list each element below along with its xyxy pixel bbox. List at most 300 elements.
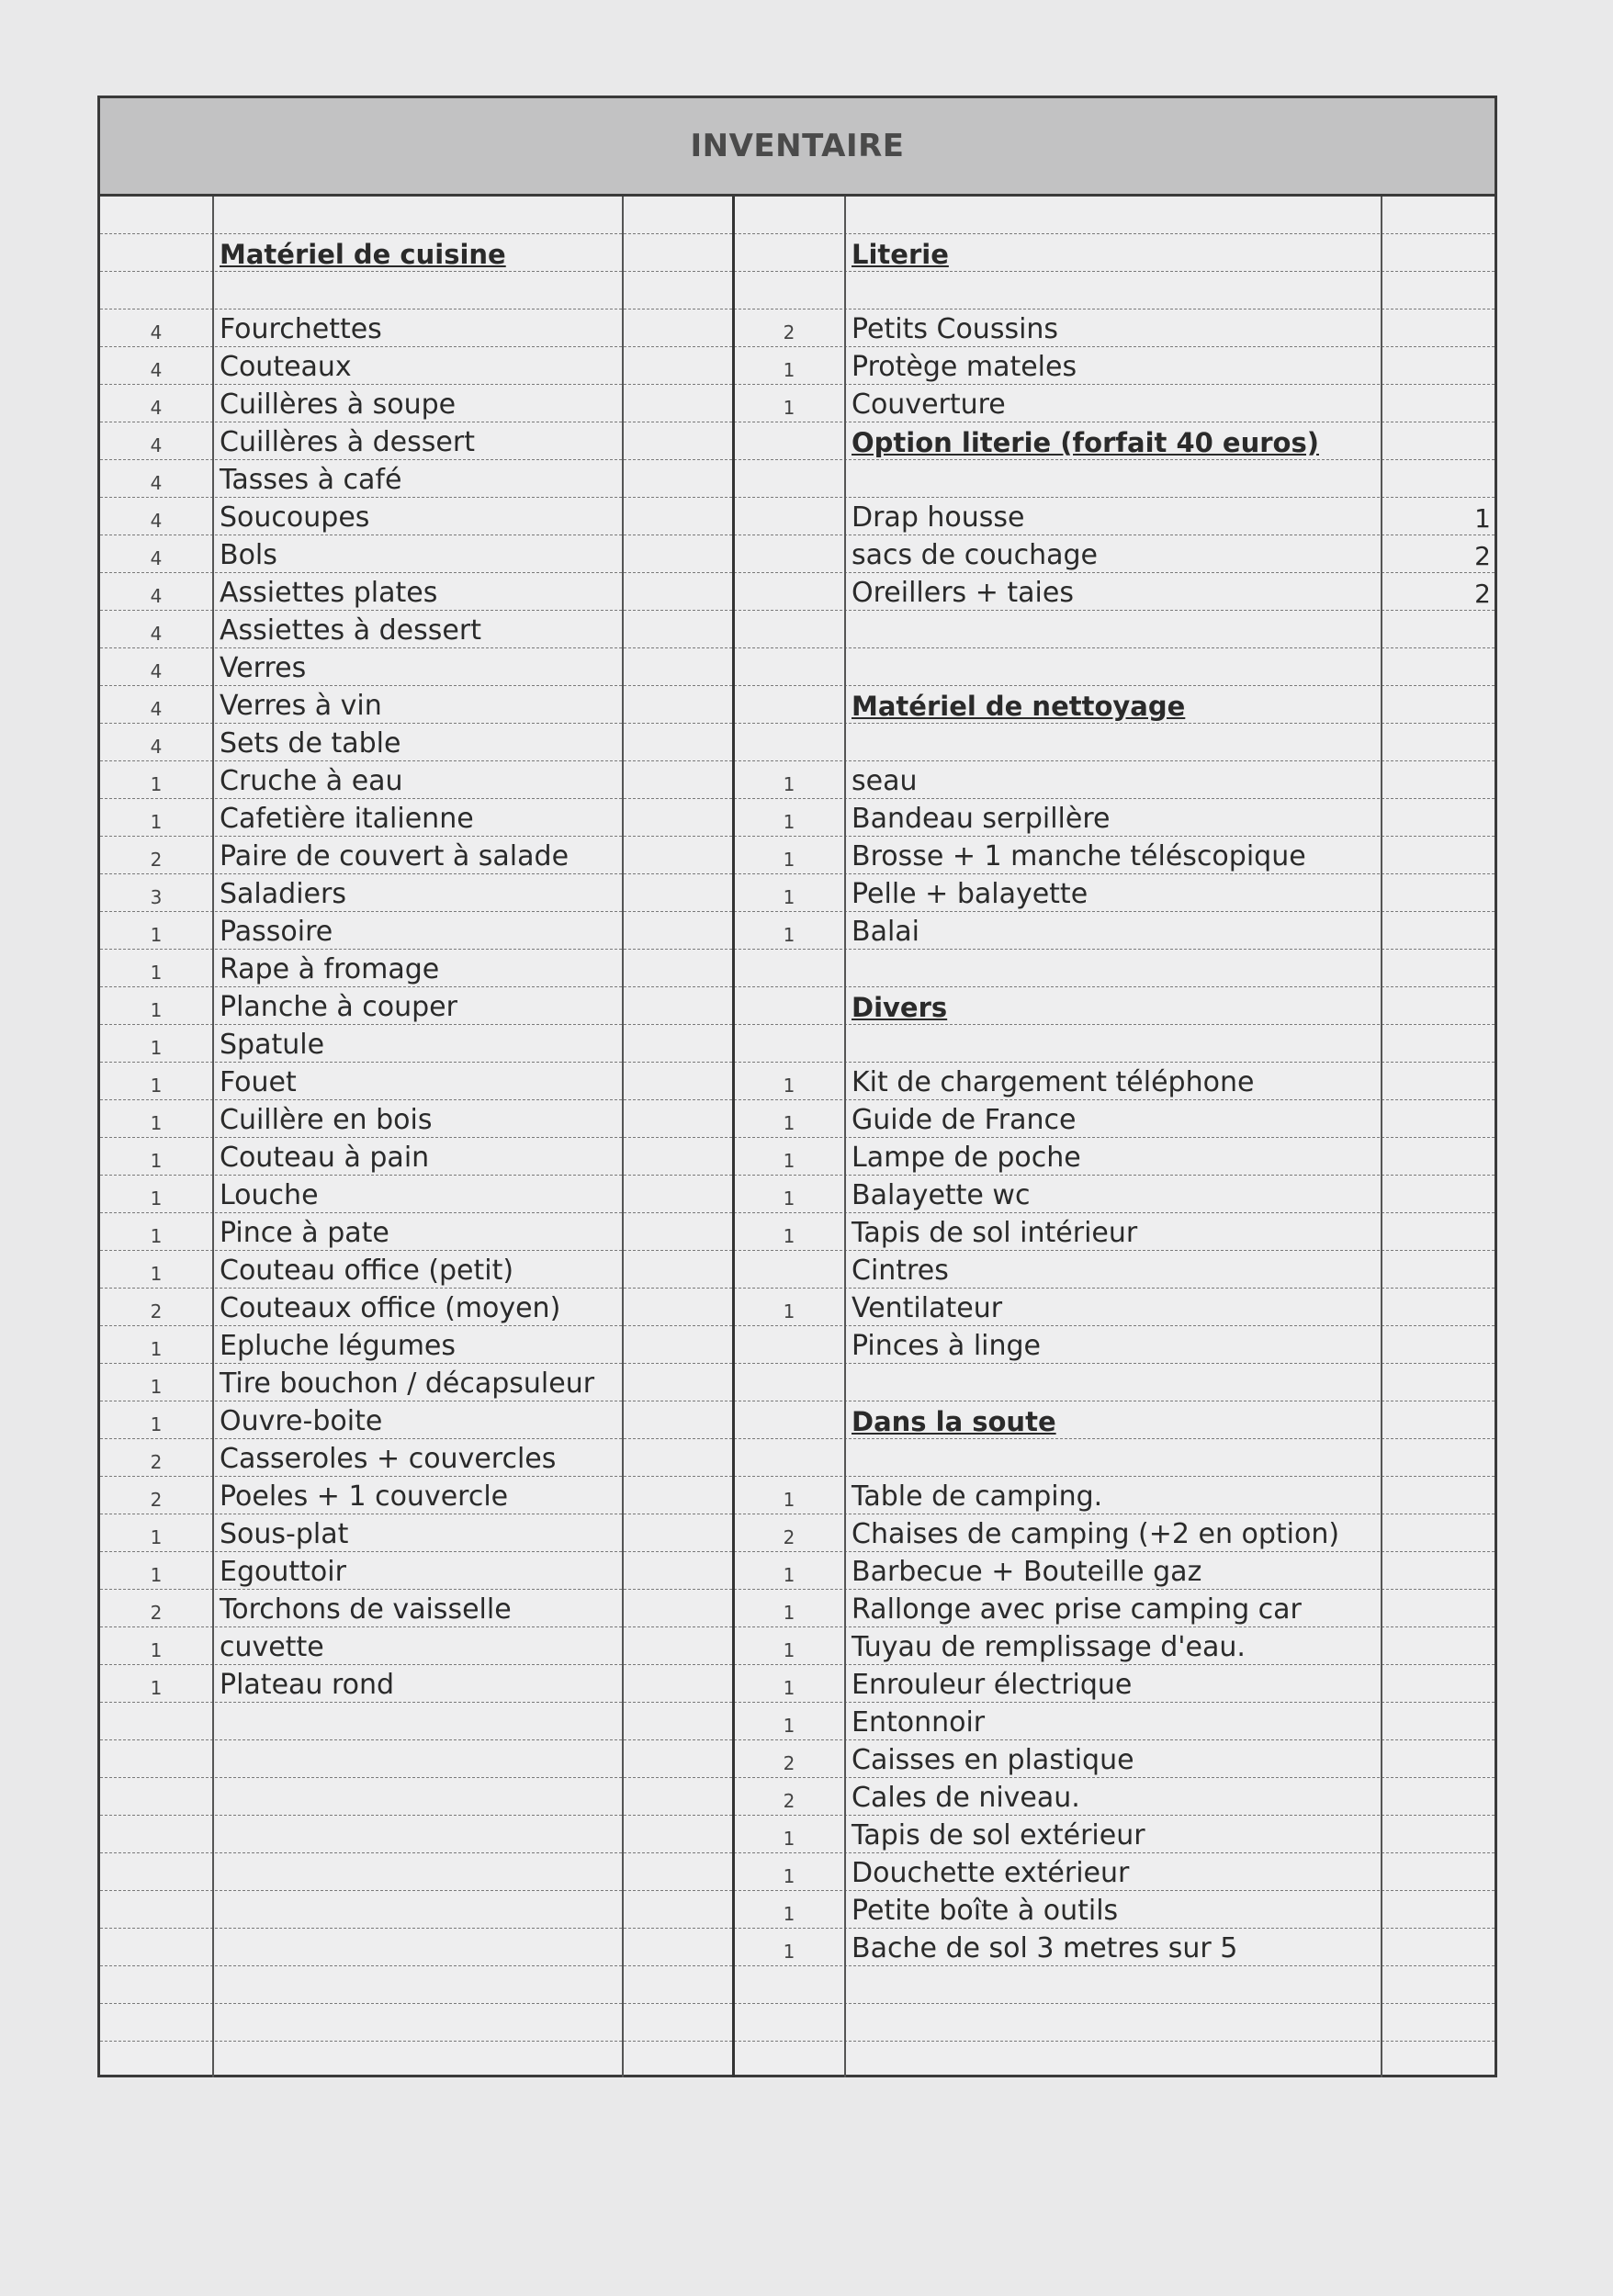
left-quantity: 4 [150, 736, 163, 758]
left-quantity: 1 [150, 1639, 163, 1661]
left-quantity: 4 [150, 623, 163, 645]
right-item-name: Drap housse [852, 501, 1025, 534]
right-section-heading: Literie [852, 239, 949, 270]
right-quantity [734, 460, 844, 498]
table-row [100, 272, 1495, 310]
left-item-name: cuvette [220, 1631, 324, 1663]
right-item-name [844, 611, 1381, 648]
right-quantity: 1 [783, 1715, 795, 1737]
right-quantity: 2 [783, 1526, 795, 1548]
left-quantity [100, 1929, 212, 1966]
option-quantity [1382, 686, 1495, 724]
option-quantity [1382, 1401, 1495, 1439]
left-quantity: 2 [150, 1300, 163, 1322]
right-quantity: 2 [783, 1790, 795, 1812]
table-row [100, 1364, 1495, 1401]
left-item-name: Assiettes à dessert [220, 614, 481, 647]
table-row [100, 874, 1495, 912]
option-quantity [1382, 310, 1495, 347]
right-item-name: Table de camping. [852, 1480, 1103, 1513]
table-row [100, 1439, 1495, 1477]
option-quantity [1382, 2004, 1495, 2042]
right-quantity: 1 [783, 1187, 795, 1210]
table-row [100, 1326, 1495, 1364]
table-row [100, 2004, 1495, 2042]
left-item-name: Tasses à café [220, 464, 402, 496]
left-quantity [100, 272, 212, 310]
right-quantity [734, 272, 844, 310]
option-quantity [1382, 272, 1495, 310]
left-quantity: 1 [150, 811, 163, 833]
right-quantity: 1 [783, 1300, 795, 1322]
right-item-name [844, 1364, 1381, 1401]
left-quantity: 4 [150, 397, 163, 419]
center-divider [732, 197, 735, 2077]
left-quantity: 1 [150, 1037, 163, 1059]
table-row [100, 1477, 1495, 1514]
left-quantity: 2 [150, 849, 163, 871]
option-quantity [1382, 724, 1495, 761]
option-quantity [1382, 460, 1495, 498]
right-quantity: 2 [783, 321, 795, 343]
right-quantity: 1 [783, 773, 795, 795]
left-item-name [212, 1853, 622, 1891]
table-row [100, 950, 1495, 987]
left-quantity: 1 [150, 1413, 163, 1435]
option-quantity [1382, 611, 1495, 648]
left-item-name: Poeles + 1 couvercle [220, 1480, 509, 1513]
table-row [100, 385, 1495, 422]
table-row [100, 1176, 1495, 1213]
left-quantity: 1 [150, 1677, 163, 1699]
option-quantity [1382, 1891, 1495, 1929]
left-item-name: Couteaux [220, 351, 352, 383]
right-item-name: Chaises de camping (+2 en option) [852, 1518, 1340, 1550]
right-item-name: Entonnoir [852, 1706, 986, 1739]
table-row [100, 837, 1495, 874]
option-quantity [1382, 234, 1495, 272]
left-quantity: 1 [150, 1112, 163, 1134]
right-item-name: Oreillers + taies [852, 577, 1074, 609]
left-item-name: Louche [220, 1179, 319, 1211]
page-title: INVENTAIRE [100, 98, 1495, 197]
left-quantity: 1 [150, 1150, 163, 1172]
option-quantity [1382, 1590, 1495, 1627]
left-item-name [212, 197, 622, 234]
option-quantity: 2 [1474, 541, 1491, 571]
table-row [100, 1025, 1495, 1063]
left-item-name: Spatule [220, 1029, 325, 1061]
right-quantity: 1 [783, 1941, 795, 1963]
option-quantity [1382, 1740, 1495, 1778]
left-item-name: Couteau office (petit) [220, 1255, 514, 1287]
right-quantity: 1 [783, 1828, 795, 1850]
right-item-name: Tapis de sol intérieur [852, 1217, 1138, 1249]
column-divider [844, 197, 846, 2077]
table-row [100, 1703, 1495, 1740]
table-row [100, 1514, 1495, 1552]
right-item-name [844, 1439, 1381, 1477]
left-quantity: 4 [150, 321, 163, 343]
right-item-name: Ventilateur [852, 1292, 1003, 1324]
left-item-name: Cuillère en bois [220, 1104, 433, 1136]
left-item-name [212, 1816, 622, 1853]
left-item-name: Saladiers [220, 878, 346, 910]
right-item-name: Barbecue + Bouteille gaz [852, 1556, 1202, 1588]
option-quantity [1382, 1853, 1495, 1891]
option-quantity [1382, 1816, 1495, 1853]
option-quantity [1382, 648, 1495, 686]
option-quantity [1382, 1929, 1495, 1966]
option-quantity [1382, 912, 1495, 950]
right-quantity: 1 [783, 397, 795, 419]
table-row [100, 1853, 1495, 1891]
right-quantity [734, 573, 844, 611]
table-row [100, 1138, 1495, 1176]
table-row [100, 1740, 1495, 1778]
left-quantity: 4 [150, 510, 163, 532]
right-quantity [734, 535, 844, 573]
right-item-name: Caisses en plastique [852, 1744, 1134, 1776]
left-item-name: Planche à couper [220, 991, 457, 1023]
option-quantity [1382, 837, 1495, 874]
right-item-name: sacs de couchage [852, 539, 1098, 571]
left-quantity: 1 [150, 1376, 163, 1398]
left-item-name [212, 1929, 622, 1966]
left-quantity: 1 [150, 999, 163, 1021]
right-quantity: 1 [783, 1865, 795, 1887]
option-quantity [1382, 761, 1495, 799]
option-quantity [1382, 1778, 1495, 1816]
right-quantity: 1 [783, 811, 795, 833]
left-item-name: Pince à pate [220, 1217, 389, 1249]
left-quantity: 4 [150, 547, 163, 569]
option-quantity [1382, 1364, 1495, 1401]
left-item-name: Soucoupes [220, 501, 370, 534]
table-row [100, 648, 1495, 686]
right-quantity: 1 [783, 1602, 795, 1624]
right-item-name: Cintres [852, 1255, 949, 1287]
option-quantity [1382, 1514, 1495, 1552]
left-item-name [212, 1703, 622, 1740]
option-quantity [1382, 197, 1495, 234]
left-quantity [100, 234, 212, 272]
option-quantity: 2 [1474, 579, 1491, 609]
right-item-name [844, 2004, 1381, 2042]
right-item-name: Balai [852, 916, 920, 948]
table-row [100, 1289, 1495, 1326]
left-item-name: Bols [220, 539, 277, 571]
right-section-heading: Matériel de nettoyage [852, 691, 1186, 722]
left-quantity: 2 [150, 1602, 163, 1624]
right-item-name: Douchette extérieur [852, 1857, 1130, 1889]
option-quantity [1382, 799, 1495, 837]
right-item-name: Cales de niveau. [852, 1782, 1080, 1814]
table-row [100, 234, 1495, 272]
table-row [100, 761, 1495, 799]
inventory-table [100, 197, 1495, 2077]
table-row [100, 1063, 1495, 1100]
right-item-name: Bandeau serpillère [852, 803, 1111, 835]
right-item-name [844, 197, 1381, 234]
right-item-name: Bache de sol 3 metres sur 5 [852, 1932, 1238, 1964]
left-item-name: Ouvre-boite [220, 1405, 383, 1437]
right-item-name: Guide de France [852, 1104, 1077, 1136]
table-row [100, 310, 1495, 347]
right-quantity [734, 950, 844, 987]
right-quantity [734, 987, 844, 1025]
left-quantity: 4 [150, 698, 163, 720]
right-item-name: Kit de chargement téléphone [852, 1066, 1255, 1098]
option-quantity [1382, 1966, 1495, 2004]
left-item-name: Sous-plat [220, 1518, 349, 1550]
option-quantity [1382, 1025, 1495, 1063]
left-quantity: 1 [150, 773, 163, 795]
table-row [100, 347, 1495, 385]
right-quantity: 1 [783, 1564, 795, 1586]
table-row [100, 1251, 1495, 1289]
option-quantity [1382, 1703, 1495, 1740]
table-row [100, 912, 1495, 950]
table-row [100, 1929, 1495, 1966]
right-quantity: 1 [783, 1903, 795, 1925]
right-quantity: 1 [783, 1639, 795, 1661]
table-row [100, 686, 1495, 724]
right-quantity: 1 [783, 359, 795, 381]
table-row [100, 1213, 1495, 1251]
right-quantity [734, 422, 844, 460]
option-quantity [1382, 1213, 1495, 1251]
right-item-name: Rallonge avec prise camping car [852, 1593, 1302, 1626]
option-quantity [1382, 1627, 1495, 1665]
right-quantity [734, 498, 844, 535]
right-item-name [844, 950, 1381, 987]
left-item-name [212, 1740, 622, 1778]
table-row [100, 573, 1495, 611]
left-item-name: Egouttoir [220, 1556, 346, 1588]
left-quantity [100, 1703, 212, 1740]
left-quantity [100, 2004, 212, 2042]
right-quantity [734, 1326, 844, 1364]
right-quantity [734, 1439, 844, 1477]
table-row [100, 197, 1495, 234]
right-section-heading: Option literie (forfait 40 euros) [852, 427, 1319, 458]
right-item-name: Lampe de poche [852, 1142, 1081, 1174]
left-section-heading: Matériel de cuisine [220, 239, 506, 270]
table-row [100, 460, 1495, 498]
left-quantity: 1 [150, 1075, 163, 1097]
right-quantity: 1 [783, 1225, 795, 1247]
table-row [100, 611, 1495, 648]
left-quantity: 1 [150, 924, 163, 946]
right-item-name: Pelle + balayette [852, 878, 1088, 910]
option-quantity [1382, 1552, 1495, 1590]
option-quantity [1382, 347, 1495, 385]
left-quantity: 3 [150, 886, 163, 908]
option-quantity [1382, 950, 1495, 987]
right-quantity: 1 [783, 1075, 795, 1097]
left-item-name: Verres [220, 652, 307, 684]
right-section-heading: Divers [852, 992, 948, 1023]
right-item-name: seau [852, 765, 918, 797]
option-quantity [1382, 1289, 1495, 1326]
left-item-name: Verres à vin [220, 690, 382, 722]
right-item-name: Tuyau de remplissage d'eau. [852, 1631, 1246, 1663]
left-item-name [212, 1966, 622, 2004]
left-quantity: 4 [150, 585, 163, 607]
table-row [100, 422, 1495, 460]
right-quantity [734, 2004, 844, 2042]
table-row [100, 1966, 1495, 2004]
option-quantity [1382, 385, 1495, 422]
left-item-name [212, 272, 622, 310]
right-item-name: Tapis de sol extérieur [852, 1819, 1145, 1851]
right-quantity: 1 [783, 849, 795, 871]
table-row [100, 724, 1495, 761]
option-quantity [1382, 1251, 1495, 1289]
right-quantity [734, 1025, 844, 1063]
left-item-name: Torchons de vaisselle [220, 1593, 512, 1626]
right-quantity [734, 1364, 844, 1401]
left-item-name: Cafetière italienne [220, 803, 474, 835]
table-row [100, 1778, 1495, 1816]
left-item-name [212, 1778, 622, 1816]
right-quantity: 1 [783, 1677, 795, 1699]
left-item-name: Epluche légumes [220, 1330, 457, 1362]
left-quantity [100, 1740, 212, 1778]
option-quantity: 1 [1474, 503, 1491, 534]
table-row [100, 799, 1495, 837]
left-quantity [100, 1891, 212, 1929]
right-item-name [844, 648, 1381, 686]
left-quantity: 1 [150, 1225, 163, 1247]
right-item-name: Balayette wc [852, 1179, 1031, 1211]
table-row [100, 1891, 1495, 1929]
column-divider [1381, 197, 1382, 2077]
left-item-name: Couteau à pain [220, 1142, 430, 1174]
right-quantity: 1 [783, 1489, 795, 1511]
right-quantity: 1 [783, 924, 795, 946]
right-quantity [734, 197, 844, 234]
left-quantity [100, 197, 212, 234]
right-quantity: 1 [783, 1112, 795, 1134]
right-section-heading: Dans la soute [852, 1406, 1056, 1437]
left-quantity: 4 [150, 359, 163, 381]
right-item-name [844, 1025, 1381, 1063]
left-quantity: 4 [150, 434, 163, 456]
left-item-name: Paire de couvert à salade [220, 840, 570, 872]
table-row [100, 1627, 1495, 1665]
left-item-name: Cruche à eau [220, 765, 403, 797]
left-quantity [100, 1778, 212, 1816]
right-quantity [734, 1966, 844, 2004]
right-item-name: Pinces à linge [852, 1330, 1042, 1362]
table-row [100, 535, 1495, 573]
right-item-name: Couverture [852, 388, 1006, 421]
left-item-name: Cuillères à soupe [220, 388, 457, 421]
left-quantity: 1 [150, 1187, 163, 1210]
left-item-name: Passoire [220, 916, 333, 948]
left-quantity: 1 [150, 1338, 163, 1360]
left-quantity: 1 [150, 1526, 163, 1548]
left-item-name: Cuillères à dessert [220, 426, 475, 458]
right-quantity [734, 724, 844, 761]
left-item-name: Tire bouchon / décapsuleur [220, 1367, 595, 1400]
option-quantity [1382, 1100, 1495, 1138]
table-row [100, 1552, 1495, 1590]
right-quantity [734, 686, 844, 724]
right-item-name [844, 1966, 1381, 2004]
column-divider [212, 197, 214, 2077]
right-item-name: Petits Coussins [852, 313, 1059, 345]
option-quantity [1382, 422, 1495, 460]
option-quantity [1382, 1665, 1495, 1703]
option-quantity [1382, 1326, 1495, 1364]
left-item-name: Fouet [220, 1066, 297, 1098]
left-item-name [212, 1891, 622, 1929]
right-quantity [734, 648, 844, 686]
option-quantity [1382, 874, 1495, 912]
left-quantity: 4 [150, 472, 163, 494]
option-quantity [1382, 1063, 1495, 1100]
table-row [100, 498, 1495, 535]
left-item-name [212, 2004, 622, 2042]
right-item-name [844, 460, 1381, 498]
left-quantity: 2 [150, 1489, 163, 1511]
right-quantity: 2 [783, 1752, 795, 1774]
left-item-name: Fourchettes [220, 313, 382, 345]
right-quantity [734, 1401, 844, 1439]
table-row [100, 987, 1495, 1025]
table-row [100, 1100, 1495, 1138]
right-item-name: Petite boîte à outils [852, 1895, 1119, 1927]
right-item-name: Protège mateles [852, 351, 1077, 383]
right-item-name: Brosse + 1 manche téléscopique [852, 840, 1306, 872]
right-quantity: 1 [783, 886, 795, 908]
inventory-sheet [97, 96, 1497, 2077]
right-quantity [734, 1251, 844, 1289]
left-quantity: 1 [150, 962, 163, 984]
option-quantity [1382, 1477, 1495, 1514]
left-item-name: Casseroles + couvercles [220, 1443, 557, 1475]
left-item-name: Couteaux office (moyen) [220, 1292, 561, 1324]
left-quantity: 2 [150, 1451, 163, 1473]
table-row [100, 1665, 1495, 1703]
left-quantity: 1 [150, 1564, 163, 1586]
right-quantity: 1 [783, 1150, 795, 1172]
table-row [100, 1590, 1495, 1627]
left-quantity [100, 1966, 212, 2004]
right-quantity [734, 611, 844, 648]
left-item-name: Assiettes plates [220, 577, 438, 609]
right-quantity [734, 234, 844, 272]
left-item-name: Plateau rond [220, 1669, 395, 1701]
left-quantity [100, 1853, 212, 1891]
table-row [100, 1401, 1495, 1439]
column-divider [622, 197, 624, 2077]
option-quantity [1382, 1138, 1495, 1176]
table-row [100, 1816, 1495, 1853]
right-item-name: Enrouleur électrique [852, 1669, 1133, 1701]
left-item-name: Sets de table [220, 727, 401, 760]
left-quantity: 4 [150, 660, 163, 682]
option-quantity [1382, 987, 1495, 1025]
option-quantity [1382, 1439, 1495, 1477]
right-item-name [844, 272, 1381, 310]
right-item-name [844, 724, 1381, 761]
left-item-name: Rape à fromage [220, 953, 440, 985]
left-quantity: 1 [150, 1263, 163, 1285]
